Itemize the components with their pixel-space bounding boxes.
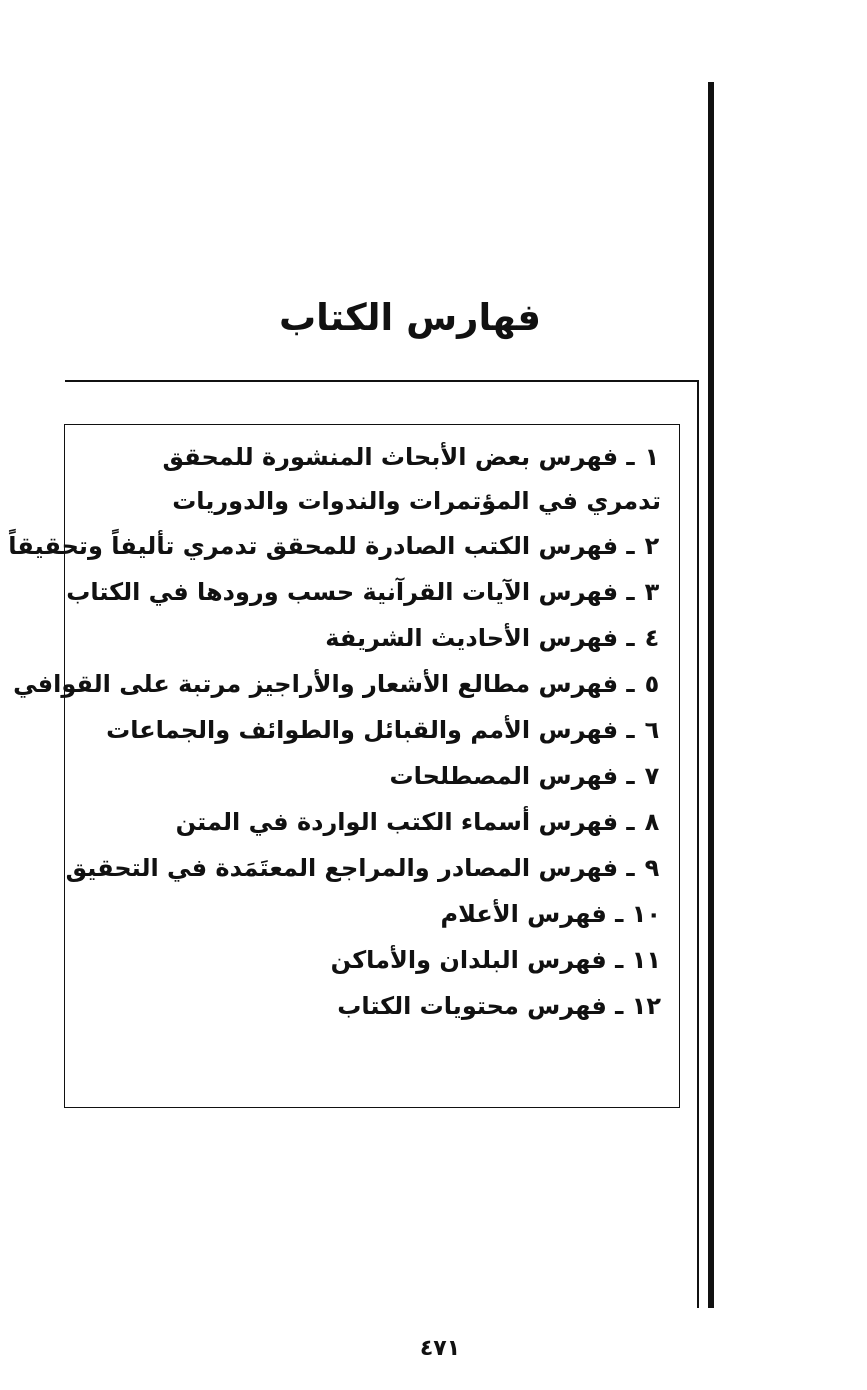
toc-entry	[86, 753, 661, 799]
toc-entry-label: فهرس الكتب الصادرة للمحقق تدمري تأليفاً وتحقيقاً	[8, 532, 619, 560]
toc-entry-label: فهرس المصادر والمراجع المعتَمَدة في التحقيق	[65, 854, 619, 882]
toc-entry-label: فهرس البلدان والأماكن	[330, 946, 607, 974]
toc-entry-number: ٢	[644, 532, 660, 560]
page-vertical-rule-thick	[708, 82, 714, 1308]
toc-entry-label: فهرس المصطلحات	[389, 762, 619, 790]
toc-entry-number: ١١	[631, 946, 661, 974]
page-number: ٤٧١	[419, 1336, 461, 1361]
toc-entry-label: فهرس الأعلام	[440, 900, 607, 928]
toc-entry-separator: ـ	[606, 946, 632, 974]
table-of-contents-box	[8, 424, 680, 1108]
toc-entry-separator: ـ	[606, 900, 632, 928]
toc-entry-separator: ـ	[618, 532, 643, 560]
toc-entry-label: فهرس الأحاديث الشريفة	[325, 624, 619, 652]
toc-entry-number: ١	[644, 443, 660, 471]
toc-entry	[86, 799, 661, 845]
toc-entry-separator: ـ	[618, 854, 643, 882]
toc-entry-separator: ـ	[606, 992, 632, 1020]
toc-entry-number: ٥	[644, 670, 660, 698]
toc-entry-number: ٩	[644, 854, 660, 882]
toc-entry-separator: ـ	[618, 808, 643, 836]
toc-entry-separator: ـ	[618, 670, 643, 698]
toc-entry-separator: ـ	[618, 624, 643, 652]
toc-entry-number: ١٠	[631, 900, 661, 928]
toc-entry-label: فهرس مطالع الأشعار والأراجيز مرتبة على القوافي	[13, 670, 619, 698]
toc-entry-number: ١٢	[631, 992, 661, 1020]
toc-entry-label: فهرس بعض الأبحاث المنشورة للمحقق تدمري في المؤتمرات والندوات والدوريات	[162, 443, 661, 515]
page-horizontal-rule	[65, 380, 699, 382]
toc-entry	[65, 845, 661, 891]
toc-entry	[86, 891, 661, 937]
toc-entry-number: ٨	[644, 808, 660, 836]
toc-entry	[86, 707, 661, 753]
toc-entry-number: ٣	[644, 578, 660, 606]
toc-entry	[86, 983, 661, 1029]
table-of-contents-list	[8, 435, 661, 1029]
toc-entry-label: فهرس أسماء الكتب الواردة في المتن	[175, 808, 619, 836]
toc-entry-label: فهرس محتويات الكتاب	[337, 992, 607, 1020]
toc-entry-separator: ـ	[618, 578, 643, 606]
toc-entry-separator: ـ	[618, 716, 643, 744]
toc-entry-label: فهرس الآيات القرآنية حسب ورودها في الكتاب	[66, 578, 619, 606]
toc-entry-number: ٧	[644, 762, 660, 790]
toc-entry	[8, 523, 661, 569]
toc-entry-number: ٦	[644, 716, 660, 744]
toc-entry	[86, 435, 661, 523]
page-title: فهارس الكتاب	[278, 296, 542, 339]
toc-entry-number: ٤	[644, 624, 660, 652]
toc-entry	[86, 937, 661, 983]
toc-entry-separator: ـ	[618, 762, 643, 790]
toc-entry-separator: ـ	[618, 443, 643, 471]
toc-entry-label: فهرس الأمم والقبائل والطوائف والجماعات	[106, 716, 619, 744]
toc-entry	[13, 661, 661, 707]
toc-entry	[86, 615, 661, 661]
page-vertical-rule-thin	[697, 381, 699, 1308]
toc-entry	[66, 569, 661, 615]
